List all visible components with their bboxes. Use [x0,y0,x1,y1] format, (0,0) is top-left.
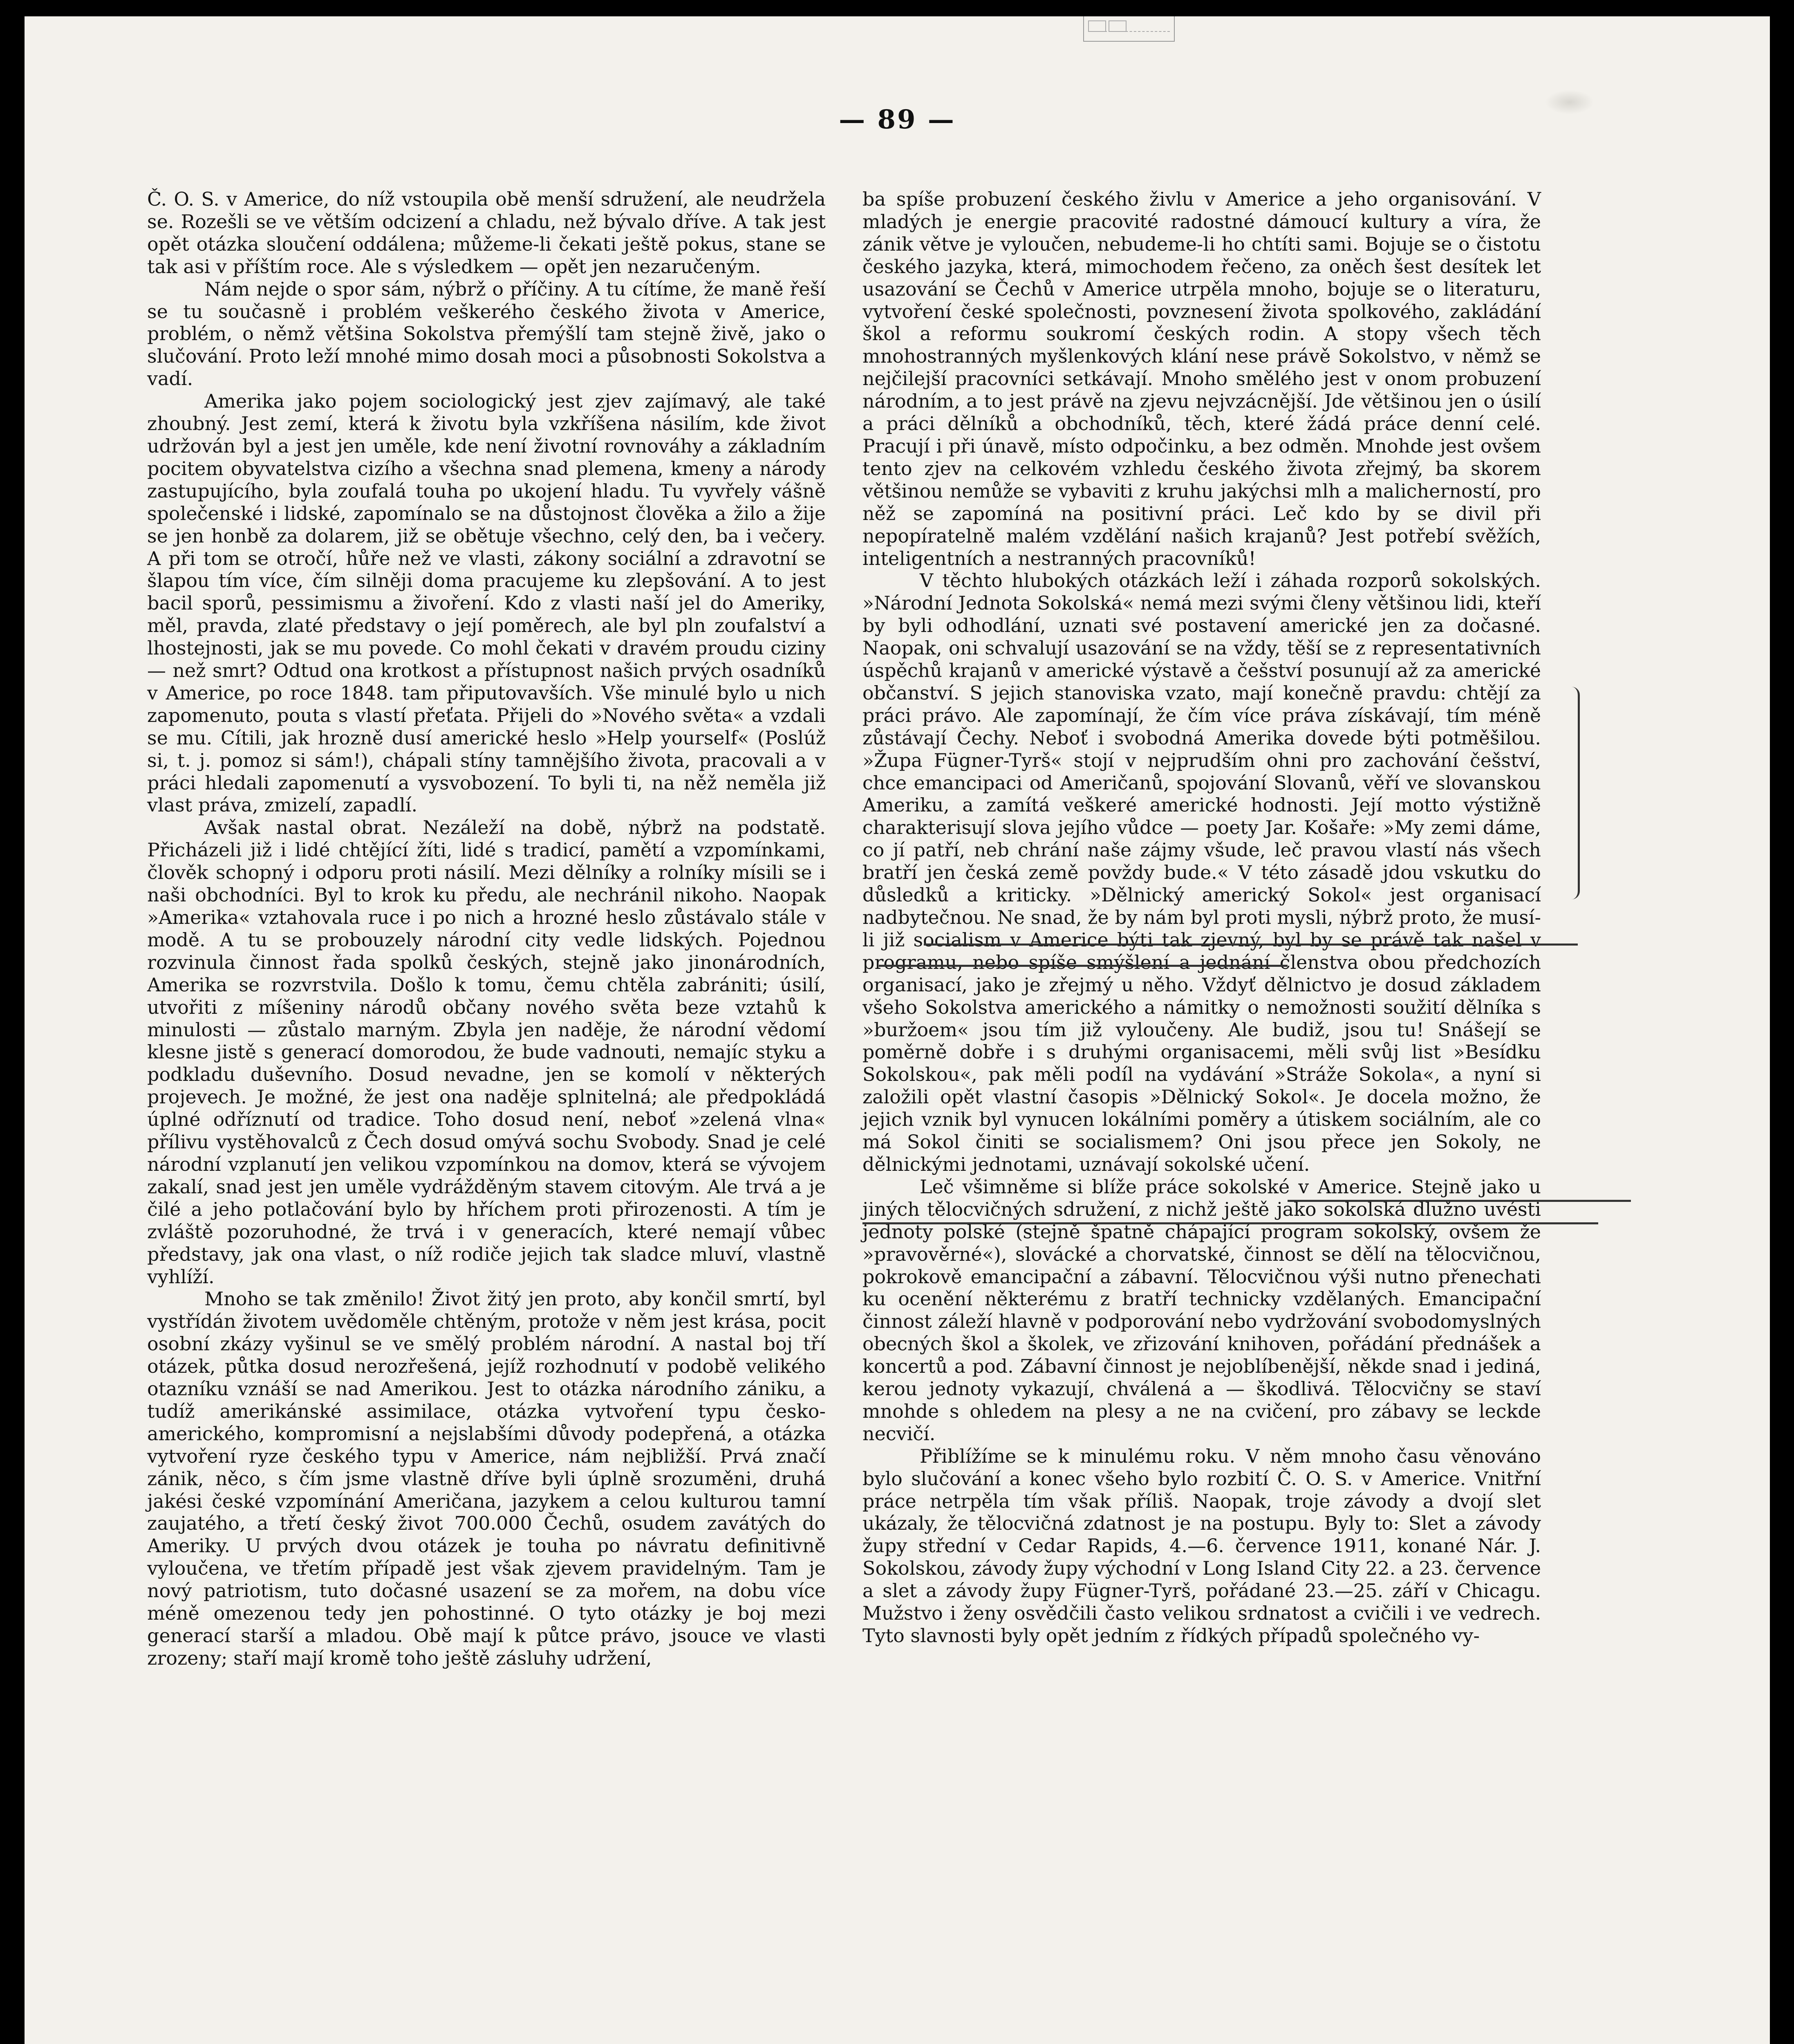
scanned-page [25,16,1770,2044]
right-column [862,188,1541,1647]
paragraph: Č. O. S. v Americe, do níž vstoupila obě menší sdružení, ale neudržela se. Rozešli se ve větším odcizení a chladu, než bývalo dříve. A tak jest opět otázka sloučení oddálena; můžeme-li čekati ještě pokus, stane se tak asi v příštím roce. Ale s výsledkem — opět jen nezaručeným. [147,188,826,278]
handwritten-underline [924,944,1578,946]
paragraph: Nám nejde o spor sám, nýbrž o příčiny. A tu cítíme, že maně řeší se tu současně i problém veškerého českého života v Americe, problém, o němž většina Sokolstva přemýšlí tam stejně živě, jako o slučování. Proto leží mnohé mimo dosah moci a působnosti Sokolstva a vadí. [147,278,826,390]
handwritten-underline [879,965,1288,967]
paragraph: Avšak nastal obrat. Nezáleží na době, nýbrž na podstatě. Přicházeli již i lidé chtějící žíti, lidé s tradicí, pamětí a vzpomínkami, člověk schopný i odporu proti násilí. Mezi dělníky a rolníky mísili se i naši obchodníci. Byl to krok ku předu, ale nechránil nikoho. Naopak »Amerika« vztahovala ruce i po nich a hrozné heslo zůstávalo stále v modě. A tu se probouzely národní city vedle lidských. Pojednou rozvinula činnost řada spolků českých, stejně jako jinonárodních, Amerika se rozvrstvila. Došlo k tomu, čemu chtěla zabrániti; úsilí, utvořiti z míšeniny národů občany nového světa beze vztahů k minulosti — zůstalo marným. Zbyla jen naděje, že národní vědomí klesne jistě s generací domorodou, že bude vadnouti, nemajíc styku a podkladu duševního. Dosud nevadne, jen se komolí v některých projevech. Je možné, že jest ona naděje splnitelná; ale předpokládá úplné odříznutí od tradice. Toho dosud není, neboť »zelená vlna« přílivu vystěhovalců z Čech dosud omývá sochu Svobody. Snad je celé národní vzplanutí jen velikou vzpomínkou na domov, která se vývojem zakalí, snad jest jen uměle vydrážděným stavem citovým. Ale trvá a je čilé a jeho potlačování bylo by hříchem proti přirozenosti. A tím je zvláště pozoruhodné, že trvá i v generacích, které nemají vůbec představy, jak ona vlast, o níž rodiče jejich tak sladce mluví, vlastně vyhlíží. [147,816,826,1288]
left-column [147,188,826,1670]
margin-bracket-mark [1566,687,1580,899]
archive-stamp [1083,16,1175,42]
paragraph: Amerika jako pojem sociologický jest zjev zajímavý, ale také zhoubný. Jest zemí, která k životu byla vzkříšena násilím, kde život udržován byl a jest jen uměle, kde není životní rovnováhy a základním pocitem obyvatelstva cizího a všechna snad plemena, kmeny a národy zastupujícího, byla zoufalá touha po ukojení hladu. Tu vyvřely vášně společenské i lidské, zapomínalo se na důstojnost člověka a žilo a žije se jen honbě za dolarem, již se obětuje všechno, celý den, ba i večery. A při tom se otročí, hůře než ve vlasti, zákony sociální a zdravotní se šlapou tím více, čím silněji doma pracujeme ku zlepšování. A to jest bacil sporů, pessimismu a živoření. Kdo z vlasti naší jel do Ameriky, měl, pravda, zlaté představy o její poměrech, ale byl pln zoufalství a lhostejnosti, jak se mu povede. Co mohl čekati v dravém proudu ciziny — než smrt? Odtud ona krotkost a přístupnost našich prvých osadníků v Americe, po roce 1848. tam připutovavších. Vše minulé bylo u nich zapomenuto, pouta s vlastí přeťata. Přijeli do »Nového světa« a vzdali se mu. Cítili, jak hrozně dusí americké heslo »Help yourself« (Poslúž si, t. j. pomoz si sám!), chápali stíny tamnějšího života, pracovali a v práci hledali zapomenutí a vysvobození. To byli ti, na něž neměla již vlast práva, zmizelí, zapadlí. [147,390,826,816]
paragraph: ba spíše probuzení českého živlu v Americe a jeho organisování. V mladých je energie pracovité radostné dámoucí kultury a víra, že zánik větve je vyloučen, nebudeme-li ho chtíti sami. Bojuje se o čistotu českého jazyka, která, mimochodem řečeno, za oněch šest desítek let usazování se Čechů v Americe utrpěla mnoho, bojuje se o literaturu, vytvoření české společnosti, povznesení života spolkového, zakládání škol a reformu soukromí českých rodin. A stopy všech těch mnohostranných myšlenkových klání nese právě Sokolstvo, v němž se nejčilejší pracovníci setkávají. Mnoho smělého jest v onom probuzení národním, a to jest právě na zjevu nejvzácnější. Jde většinou jen o úsilí a práci dělníků a obchodníků, těch, které žádá práce denní celé. Pracují i při únavě, místo odpočinku, a bez odměn. Mnohde jest ovšem tento zjev na celkovém vzhledu českého života zřejmý, ba skorem většinou nemůže se vybaviti z kruhu jakýchsi mlh a malicherností, pro něž se zapomíná na positivní práci. Leč kdo by se divil při nepopíratelně malém vzdělání našich krajanů? Jest potřebí svěžích, inteligentních a nestranných pracovníků! [862,188,1541,569]
paragraph: Přiblížíme se k minulému roku. V něm mnoho času věnováno bylo slučování a konec všeho bylo rozbití Č. O. S. v Americe. Vnitřní práce netrpěla tím však příliš. Naopak, troje závody a dvojí slet ukázaly, že tělocvičná zdatnost je na postupu. Byly to: Slet a závody župy střední v Cedar Rapids, 4.—6. července 1911, konané Nár. J. Sokolskou, závody župy východní v Long Island City 22. a 23. července a slet a závody župy Fügner-Tyrš, pořádané 23.—25. září v Chicagu. Mužstvo i ženy osvědčili často velikou srdnatost a cvičili i ve vedrech. Tyto slavnosti byly opět jedním z řídkých případů společného vy- [862,1445,1541,1647]
paragraph: Mnoho se tak změnilo! Život žitý jen proto, aby končil smrtí, byl vystřídán životem uvědoměle chtěným, protože v něm jest krása, pocit osobní zkázy vyšinul se ve smělý problém národní. A nastal boj tří otázek, půtka dosud nerozřešená, jejíž rozhodnutí v podobě velikého otazníku vznáší se nad Amerikou. Jest to otázka národního zániku, a tudíž amerikánské assimilace, otázka vytvoření typu česko-amerického, kompromisní a nejslabšími důvody podepřená, a otázka vytvoření ryze českého typu v Americe, nám nejbližší. Prvá značí zánik, něco, s čím jsme vlastně dříve byli úplně srozuměni, druhá jakési české vzpomínání Američana, jazykem a celou kulturou tamní zaujatého, a třetí český život 700.000 Čechů, osudem zavátých do Ameriky. U prvých dvou otázek je touha po návratu definitivně vyloučena, ve třetím případě jest však zjevem pravidelným. Tam je nový patriotism, tuto dočasné usazení se za mořem, na dobu více méně omezenou tedy jen pohostinné. O tyto otázky je boj mezi generací starší a mladou. Obě mají k půtce právo, jsouce ve vlasti zrozeny; staří mají kromě toho ještě zásluhy udržení, [147,1288,826,1669]
stamp-box [1088,20,1106,32]
paragraph: V těchto hlubokých otázkách leží i záhada rozporů sokolských. »Národní Jednota Sokolská« nemá mezi svými členy většinou lidi, kteří by byli odhodlání, uznati své postavení americké jen za dočasné. Naopak, oni schvalují usazování se na vždy, těší se z representativních úspěchů krajanů v americké výstavě a češství posunují až za americké občanství. S jejich stanoviska vzato, mají konečně pravdu: chtějí za práci právo. Ale zapomínají, že čím více práva získávají, tím méně zůstávají Čechy. Neboť i svobodná Amerika dovede býti potměšilou. »Župa Fügner-Tyrš« stojí v nejprudším ohni pro zachování češství, chce emancipaci od Američanů, spojování Slovanů, věří ve slovanskou Ameriku, a zamítá veškeré americké hodnosti. Její motto výstižně charakterisují slova jejího vůdce — poety Jar. Košaře: »My zemi dáme, co jí patří, neb chrání naše zájmy všude, leč pravou vlastí nás všech bratří jen česká země povždy bude.« V této zásadě jdou vskutku do důsledků a kriticky. »Dělnický americký Sokol« jest organisací nadbytečnou. Ne snad, že by nám byl proti mysli, nýbrž proto, že musí-li již socialism v Americe býti tak zjevný, byl by se právě tak našel v programu, nebo spíše smýšlení a jednání členstva obou předchozích organisací, jako je zřejmý u něho. Vždyť dělnictvo je dosud základem všeho Sokolstva amerického a námitky o nemožnosti soužití dělníka s »buržoem« jsou tím již vyloučeny. Ale budiž, jsou tu! Snášejí se poměrně dobře i s druhými organisacemi, měli svůj list »Besídku Sokolskou«, pak měli podíl na vydávání »Stráže Sokola«, a nyní si založili opět vlastní časopis »Dělnický Sokol«. Je docela možno, že jejich vznik byl vynucen lokálními poměry a útiskem sociálním, ale co má Sokol činiti se socialismem? Oni jsou přece jen Sokoly, ne dělnickými jednotami, uznávají sokolské učení. [862,569,1541,1175]
handwritten-underline [1288,1200,1631,1202]
stamp-box [1109,20,1127,32]
page-number: — 89 — [839,104,956,135]
handwritten-underline [862,1222,1598,1224]
paragraph: Leč všimněme si blíže práce sokolské v Americe. Stejně jako u jiných tělocvičných sdružení, z nichž ještě jako sokolská dlužno uvésti jednoty polské (stejně špatně chápající program sokolský, ovšem že »pravověrné«), slovácké a chorvatské, činnost se dělí na tělocvičnou, pokrokově emancipační a zábavní. Tělocvičnou výši nutno přenechati ku ocenění některému z bratří technicky vzdělaných. Emancipační činnost záleží hlavně v podporování nebo vydržování svobodomyslných obecných škol a školek, ve zřizování knihoven, pořádání přednášek a koncertů a pod. Zábavní činnost je nejoblíbenější, někde snad i jediná, kerou jednoty vykazují, chválená a — škodlivá. Tělocvičny se staví mnohde s ohledem na plesy a ne na cvičení, pro zábavy se leckde necvičí. [862,1175,1541,1445]
stamp-line [1104,31,1170,32]
